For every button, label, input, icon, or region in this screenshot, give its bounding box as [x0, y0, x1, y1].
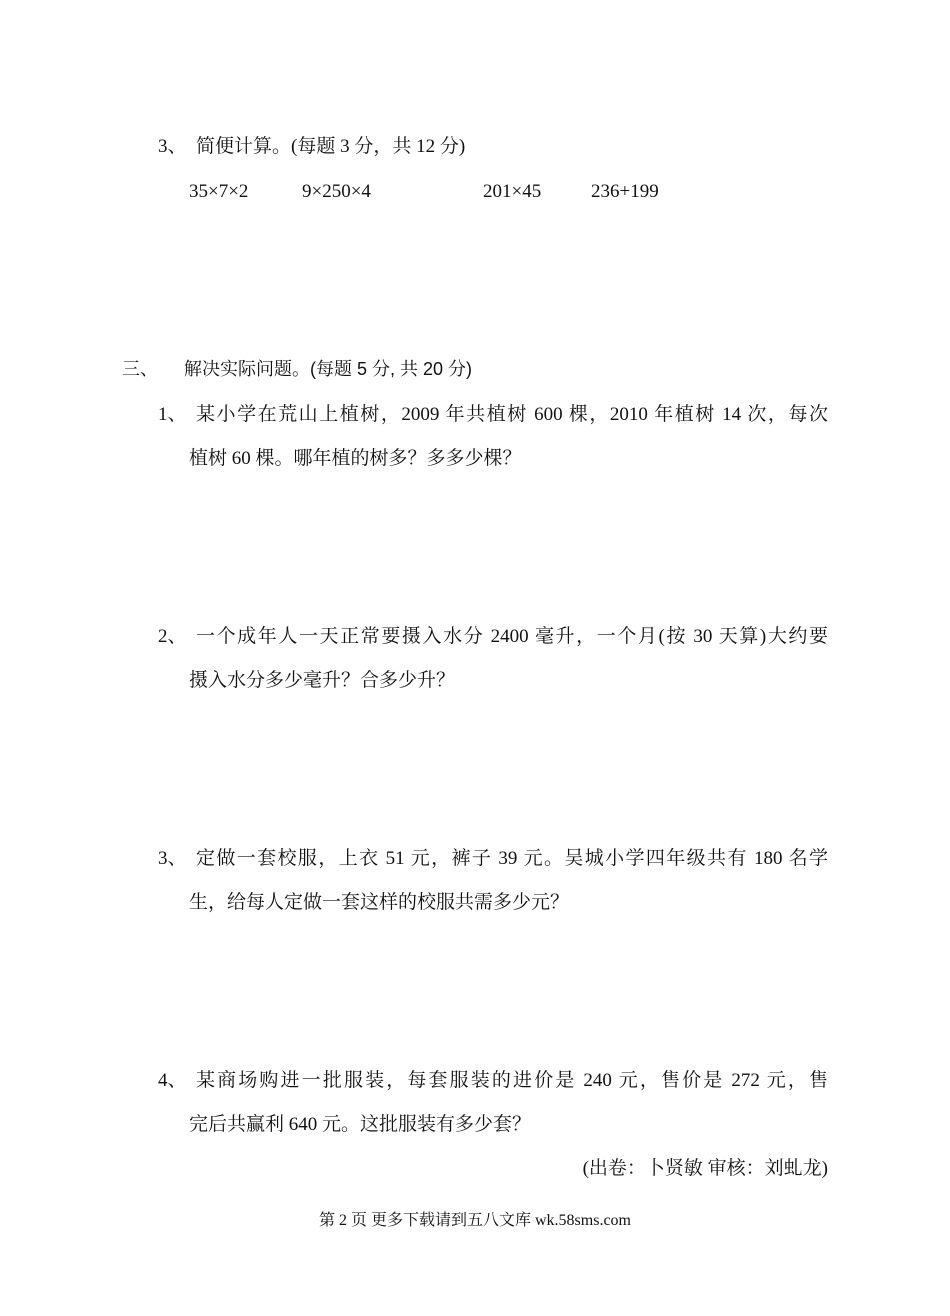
problem-text-line: 定做一套校服，上衣 51 元，裤子 39 元。吴城小学四年级共有 180 名学	[196, 848, 828, 869]
author-credit: (出卷：卜贤敏 审核：刘虬龙)	[582, 1158, 828, 1179]
expression: 236+199	[591, 181, 659, 202]
problem-text-line: 完后共赢利 640 元。这批服装有多少套？	[189, 1114, 532, 1135]
problem-text-line: 摄入水分多少毫升？合多少升？	[189, 670, 456, 691]
section-heading: 解决实际问题。(每题 5 分, 共 20 分)	[184, 359, 473, 379]
problem-number: 2、	[158, 626, 187, 647]
problem-text-line: 植树 60 棵。哪年植的树多？多多少棵？	[189, 448, 522, 469]
expression: 201×45	[483, 181, 542, 202]
problem-number: 4、	[158, 1070, 187, 1091]
item-number: 3、	[158, 136, 187, 157]
problem-text-line: 某小学在荒山上植树，2009 年共植树 600 棵，2010 年植树 14 次，每次	[196, 404, 828, 425]
page-footer: 第 2 页 更多下载请到五八文库 wk.58sms.com	[318, 1212, 631, 1229]
expression: 9×250×4	[302, 181, 371, 202]
question-heading: 简便计算。(每题 3 分，共 12 分)	[196, 136, 466, 157]
expression: 35×7×2	[189, 181, 249, 202]
section-number: 三、	[122, 359, 158, 379]
problem-text-line: 一个成年人一天正常要摄入水分 2400 毫升，一个月(按 30 天算)大约要	[196, 626, 828, 647]
problem-number: 3、	[158, 848, 187, 869]
problem-text-line: 某商场购进一批服装，每套服装的进价是 240 元，售价是 272 元，售	[196, 1070, 828, 1091]
problem-number: 1、	[158, 404, 187, 425]
problem-text-line: 生，给每人定做一套这样的校服共需多少元？	[189, 892, 570, 913]
